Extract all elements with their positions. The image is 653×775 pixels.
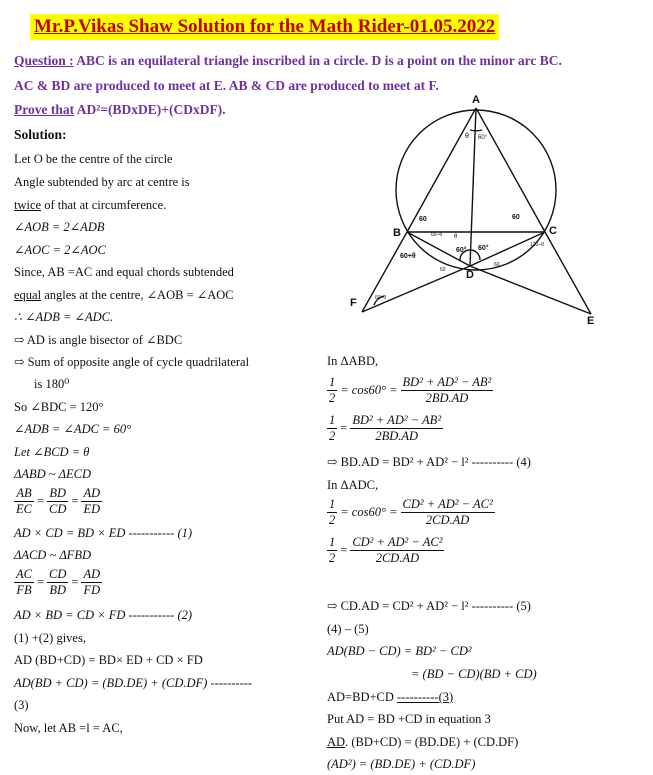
left-line: Since, AB =AC and equal chords subtended <box>14 265 234 279</box>
left-line: is 180⁰ <box>34 377 70 391</box>
right-line: (AD²) = (BD.DE) + (CD.DF) <box>327 757 476 771</box>
angle-label: θ <box>454 234 458 240</box>
question-text-1: ABC is an equilateral triangle inscribed in a circle. D is a point on the minor arc BC. <box>76 53 562 68</box>
denominator: 2BD.AD <box>425 391 469 405</box>
numerator: 1 <box>329 375 336 389</box>
angle-label: 60° <box>456 247 467 254</box>
word-equal: equal <box>14 288 42 302</box>
numerator: AB <box>14 486 34 502</box>
numerator: 1 <box>329 413 336 427</box>
angle-label: 60–θ <box>375 295 387 301</box>
denominator: 2 <box>329 551 336 565</box>
left-line: AD(BD + CD) = (BD.DE) + (CD.DF) ---------- <box>14 676 253 690</box>
angle-arc-a <box>470 130 482 131</box>
numerator: BD² + AD² − AB² <box>352 413 442 427</box>
numerator: AD <box>83 486 101 500</box>
left-line: Let O be the centre of the circle <box>14 152 173 166</box>
angle-label: 60+θ <box>400 253 416 260</box>
right-line: ⇨ BD.AD = BD² + AD² − l² ---------- (4) <box>327 455 531 469</box>
denominator: EC <box>16 502 32 516</box>
denominator: ED <box>83 502 101 516</box>
denominator: 2CD.AD <box>375 551 420 565</box>
numerator: BD² + AD² − AB² <box>402 375 492 389</box>
denominator: 2 <box>329 513 336 527</box>
word-twice: twice <box>14 198 42 212</box>
left-line: So ∠BDC = 120° <box>14 400 104 414</box>
extension-ce <box>545 232 591 314</box>
left-line: ∠ADB = ∠ADC = 60° <box>14 422 132 436</box>
left-line: ∴ ∠ADB = ∠ADC. <box>14 310 114 324</box>
angle-label: θ <box>465 133 469 140</box>
right-line: ⇨ CD.AD = CD² + AD² − l² ---------- (5) <box>327 599 531 613</box>
left-line: Now, let AB =l = AC, <box>14 721 123 735</box>
ratio-equation-2: $\frac{AC}{FB}$ = $\frac{CD}{BD}$ = $\frac{AD}{FD}$ <box>16 567 101 597</box>
right-text: . (BD+CD) = (BD.DE) + (CD.DF) <box>345 735 519 749</box>
denominator: 2 <box>329 391 336 405</box>
solution-heading: Solution: <box>14 127 67 142</box>
page-title: Mr.P.Vikas Shaw Solution for the Math Rider-01.05.2022 <box>30 14 499 40</box>
left-line: Angle subtended by arc at centre is <box>14 175 190 189</box>
left-line: ∠AOB = 2∠ADB <box>14 220 105 234</box>
numerator: 1 <box>329 535 336 549</box>
denominator: CD <box>49 502 67 516</box>
right-line: In ΔABD, <box>327 354 379 368</box>
angle-label: 120–θ <box>530 242 544 248</box>
angle-label: 60 <box>512 214 520 221</box>
left-text: angles at the centre, ∠AOB = ∠AOC <box>41 288 234 302</box>
label-f: F <box>350 297 357 309</box>
ratio-equation-1: $\frac{AB}{EC}$ = $\frac{BD}{CD}$ = $\frac{AD}{ED}$ <box>16 486 101 516</box>
right-line: AD(BD − CD) = BD² − CD² <box>327 644 472 658</box>
cos-equation-d: $\frac{1}{2}$ = $\frac{\text{CD² + AD² − AC²}}{2CD.AD}$ <box>329 535 443 565</box>
eq-ref: ----------(3) <box>397 690 454 704</box>
right-text: AD <box>327 735 346 749</box>
cos-text: = cos60° = <box>340 383 398 397</box>
prove-label: Prove that <box>14 102 75 117</box>
segment-df <box>362 266 470 312</box>
left-line: Let ∠BCD = θ <box>14 445 90 459</box>
label-d: D <box>466 269 474 281</box>
right-line: (4) – (5) <box>327 622 369 636</box>
left-line: AD (BD+CD) = BD× ED + CD × FD <box>14 653 203 667</box>
prove-equation: AD²=(BDxDE)+(CDxDF). <box>76 102 226 117</box>
right-text: AD=BD+CD <box>327 690 398 704</box>
angle-label: 60 <box>419 216 427 223</box>
segment-ac <box>476 108 545 232</box>
left-line: ∠AOC = 2∠AOC <box>14 243 106 257</box>
angle-label: 60° <box>478 245 489 252</box>
denominator: 2 <box>329 429 336 443</box>
numerator: AD <box>83 567 101 581</box>
left-text: of that at circumference. <box>41 198 167 212</box>
right-line: In ΔADC, <box>327 478 379 492</box>
label-e: E <box>587 315 595 327</box>
numerator: AC <box>16 567 32 581</box>
cos-equation-b: $\frac{1}{2}$ = $\frac{\text{BD² + AD² − AB²}}{2BD.AD}$ <box>329 413 442 443</box>
left-line: (3) <box>14 698 29 712</box>
numerator: BD <box>47 486 68 502</box>
left-line: ΔABD ~ ΔECD <box>14 467 91 481</box>
denominator: 2BD.AD <box>375 429 419 443</box>
angle-label: 60° <box>478 135 488 141</box>
left-line: AD × CD = BD × ED ----------- (1) <box>14 526 193 540</box>
numerator: CD² + AD² − AC² <box>402 497 493 511</box>
label-a: A <box>472 94 480 106</box>
left-line: AD × BD = CD × FD ----------- (2) <box>14 608 193 622</box>
angle-label: 60–θ <box>431 232 443 238</box>
numerator: 1 <box>329 497 336 511</box>
right-line: Put AD = BD +CD in equation 3 <box>327 712 491 726</box>
left-line: ⇨ Sum of opposite angle of cycle quadrilateral <box>14 355 250 369</box>
right-line: = (BD − CD)(BD + CD) <box>411 667 537 681</box>
numerator: CD <box>49 567 67 581</box>
segment-de <box>470 266 591 314</box>
segment-ab <box>407 108 476 232</box>
left-line: ⇨ AD is angle bisector of ∠BDC <box>14 333 183 347</box>
denominator: FB <box>16 583 32 597</box>
question-label: Question : <box>14 53 74 68</box>
denominator: BD <box>49 583 67 597</box>
segment-ad <box>470 108 476 266</box>
left-line: (1) +(2) gives, <box>14 631 86 645</box>
question-line-2: AC & BD are produced to meet at E. AB & CD are produced to meet at F. <box>14 78 439 93</box>
numerator: CD² + AD² − AC² <box>352 535 443 549</box>
label-c: C <box>549 225 557 237</box>
angle-label: 60 <box>494 262 500 268</box>
cos-text: = cos60° = <box>340 505 398 519</box>
label-b: B <box>393 227 401 239</box>
angle-label: 60 <box>440 267 446 273</box>
denominator: FD <box>83 583 101 597</box>
left-line: ΔACD ~ ΔFBD <box>14 548 91 562</box>
denominator: 2CD.AD <box>425 513 470 527</box>
